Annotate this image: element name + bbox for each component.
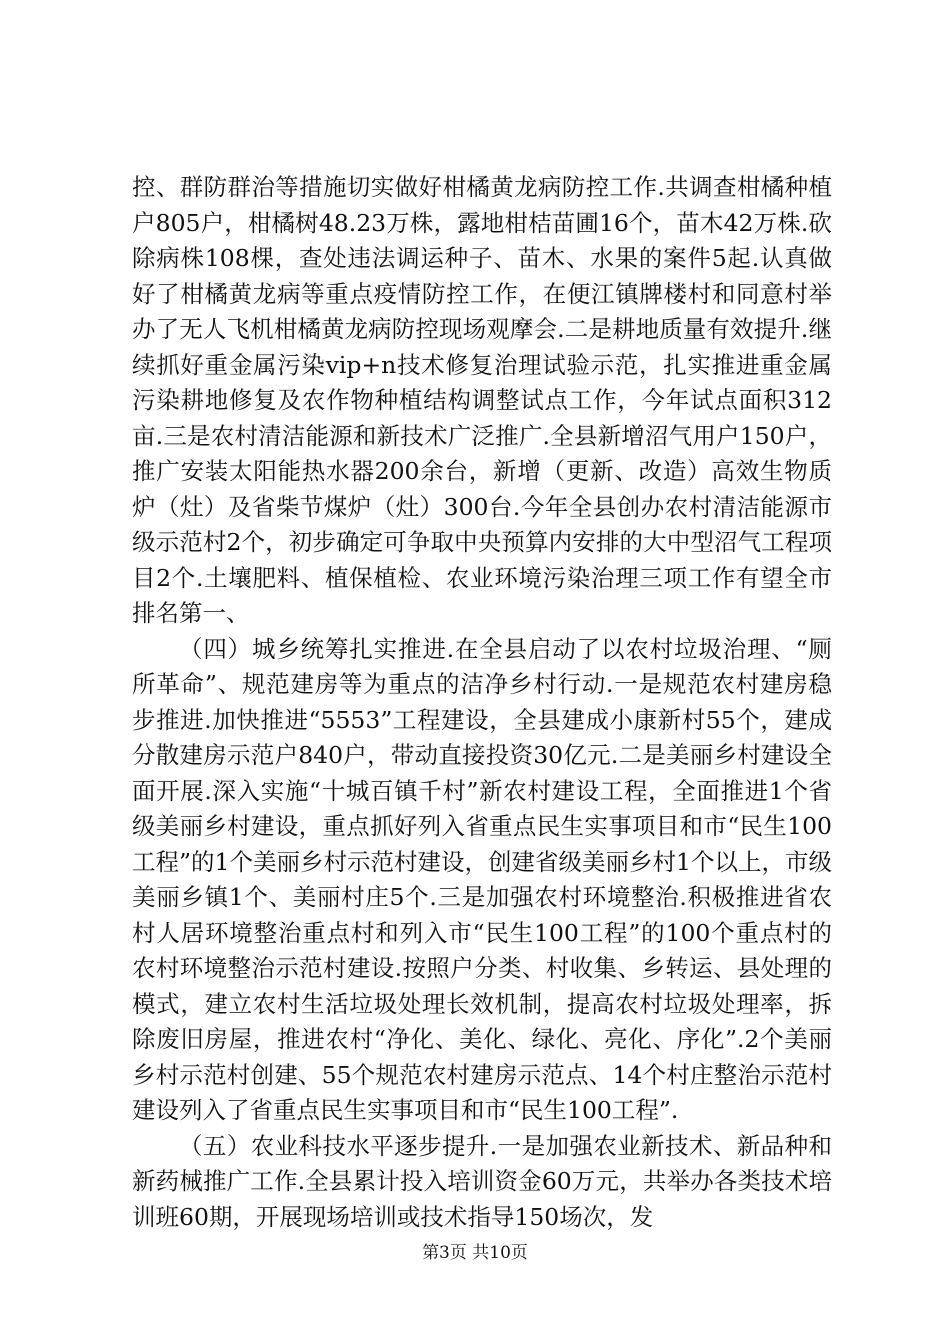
document-body: [132, 170, 832, 1235]
paragraph-urban-rural: （四）城乡统筹扎实推进.在全县启动了以农村垃圾治理、“厕所革命”、规范建房等为重点的洁净乡村行动.一是规范农村建房稳步推进.加快推进“5553”工程建设，全县建成小康新村55个，建成分散建房示范户840户，带动直接投资30亿元.二是美丽乡村建设全面开展.深入实施“十城百镇千村”新农村建设工程，全面推进1个省级美丽乡村建设，重点抓好列入省重点民生实事项目和市“民生100工程”的1个美丽乡村示范村建设，创建省级美丽乡村1个以上，市级美丽乡镇1个、美丽村庄5个.三是加强农村环境整治.积极推进省农村人居环境整治重点村和列入市“民生100工程”的100个重点村的农村环境整治示范村建设.按照户分类、村收集、乡转运、县处理的模式，建立农村生活垃圾处理长效机制，提高农村垃圾处理率，拆除废旧房屋，推进农村“净化、美化、绿化、亮化、序化”.2个美丽乡村示范村创建、55个规范农村建房示范点、14个村庄整治示范村建设列入了省重点民生实事项目和市“民生100工程”.: [132, 634, 832, 1124]
paragraph-agri-tech: （五）农业科技水平逐步提升.一是加强农业新技术、新品种和新药械推广工作.全县累计投入培训资金60万元，共举办各类技术培训班60期，开展现场培训或技术指导150场次，发: [132, 1131, 832, 1231]
page-footer: 第3页 共10页: [422, 1243, 528, 1263]
paragraph-pest-control: 控、群防群治等措施切实做好柑橘黄龙病防控工作.共调查柑橘种植户805户，柑橘树48.23万株，露地柑桔苗圃16个，苗木42万株.砍除病株108棵，查处违法调运种子、苗木、水果的案件5起.认真做好了柑橘黄龙病等重点疫情防控工作，在便江镇牌楼村和同意村举办了无人飞机柑橘黄龙病防控现场观摩会.二是耕地质量有效提升.继续抓好重金属污染vip+n技术修复治理试验示范，扎实推进重金属污染耕地修复及农作物种植结构调整试点工作，今年试点面积312亩.三是农村清洁能源和新技术广泛推广.全县新增沼气用户150户，推广安装太阳能热水器200余台，新增（更新、改造）高效生物质炉（灶）及省柴节煤炉（灶）300台.今年全县创办农村清洁能源市级示范村2个，初步确定可争取中央预算内安排的大中型沼气工程项目2个.土壤肥料、植保植检、农业环境污染治理三项工作有望全市排名第一、: [132, 173, 832, 627]
